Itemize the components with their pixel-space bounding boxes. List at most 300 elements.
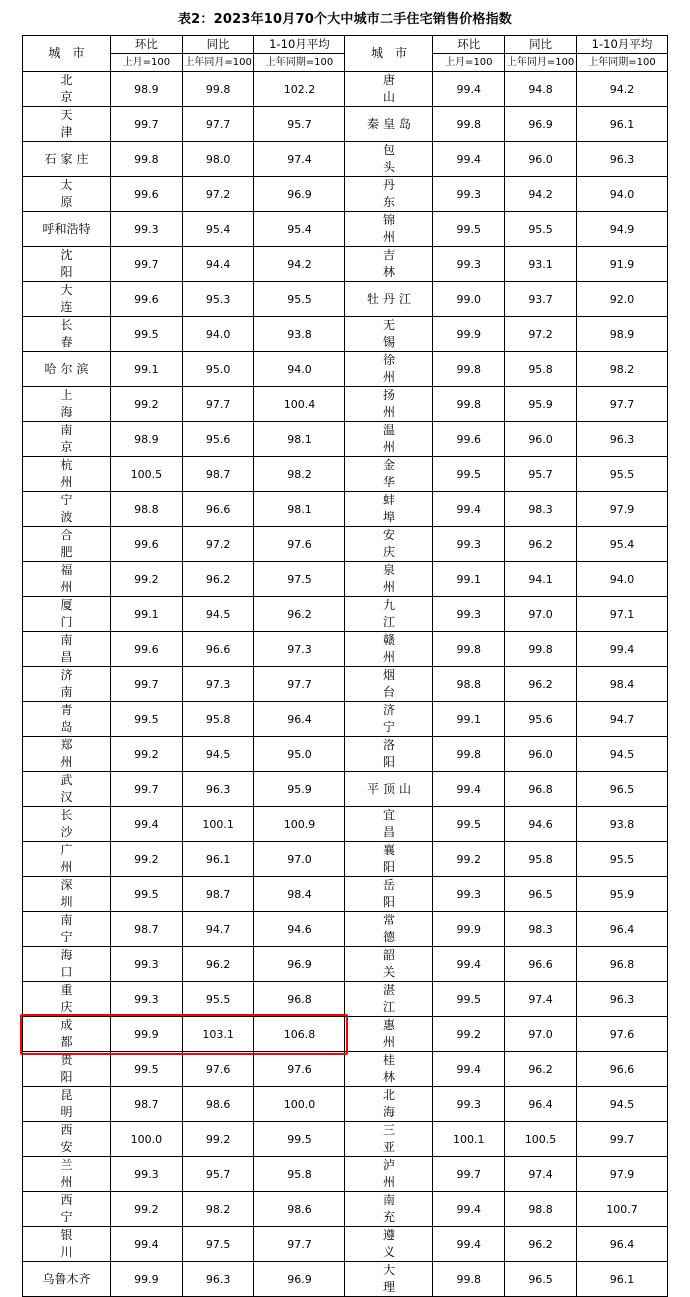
mom-value-cell: 99.5 [433, 807, 505, 842]
city-name-cell [345, 387, 439, 422]
city-name: 乌鲁木齐 [42, 1271, 91, 1286]
mom-value-cell: 99.3 [433, 877, 505, 912]
city-name-cell [345, 737, 439, 772]
avg-value-cell: 96.2 [254, 597, 345, 632]
avg-value-cell: 100.0 [254, 1087, 345, 1122]
mom-value-cell: 99.4 [433, 772, 505, 807]
city-name-cell [23, 492, 117, 527]
avg-value-cell: 96.5 [576, 772, 667, 807]
city-name-cell [345, 1157, 439, 1192]
city-name-cell [23, 597, 117, 632]
city-name: 丹 东 [382, 178, 439, 209]
table-row [23, 667, 668, 702]
mom-value-cell: 99.5 [433, 212, 505, 247]
yoy-value-cell: 93.1 [505, 247, 577, 282]
city-name: 西 安 [60, 1123, 117, 1154]
yoy-value-cell: 96.2 [505, 1052, 577, 1087]
mom-value-cell: 99.6 [110, 282, 182, 317]
avg-value-cell: 97.5 [254, 562, 345, 597]
avg-value-cell: 97.1 [576, 597, 667, 632]
city-name-cell [23, 632, 117, 667]
city-name: 北 海 [382, 1088, 439, 1119]
city-name: 南 充 [382, 1193, 439, 1224]
mom-value-cell: 99.8 [110, 142, 182, 177]
avg-value-cell: 97.6 [254, 527, 345, 562]
city-name-cell [23, 772, 117, 807]
table-row [23, 1087, 668, 1122]
table-row [23, 1017, 668, 1052]
city-name: 温 州 [382, 423, 439, 454]
city-name: 牡丹江 [366, 291, 415, 306]
city-name: 成 都 [60, 1018, 117, 1049]
mom-value-cell: 99.3 [433, 177, 505, 212]
city-name-cell [345, 142, 439, 177]
city-name-cell [345, 667, 439, 702]
city-name: 湛 江 [382, 983, 439, 1014]
avg-value-cell: 96.9 [254, 947, 345, 982]
table-row [23, 142, 668, 177]
avg-value-cell: 96.3 [576, 422, 667, 457]
city-name-cell [345, 282, 433, 317]
city-name: 烟 台 [382, 668, 439, 699]
city-name: 韶 关 [382, 948, 439, 979]
city-name: 济 南 [60, 668, 117, 699]
mom-value-cell: 99.8 [433, 107, 505, 142]
yoy-value-cell: 96.3 [182, 1262, 254, 1297]
mom-value-cell: 99.5 [110, 317, 182, 352]
mom-value-cell: 99.3 [110, 1157, 182, 1192]
page-title: 表2：2023年10月70个大中城市二手住宅销售价格指数 [177, 12, 512, 27]
city-name: 蚌 埠 [382, 493, 439, 524]
mom-value-cell: 99.9 [433, 317, 505, 352]
mom-value-cell: 99.3 [110, 982, 182, 1017]
avg-value-cell: 97.7 [576, 387, 667, 422]
avg-value-cell: 96.3 [576, 982, 667, 1017]
city-name: 赣 州 [382, 633, 439, 664]
header-base-mom-right: 上月=100 [433, 54, 505, 72]
yoy-value-cell: 97.2 [182, 527, 254, 562]
city-name: 遵 义 [382, 1228, 439, 1259]
city-name-cell [23, 317, 117, 352]
table-row [23, 597, 668, 632]
city-name: 唐 山 [382, 73, 439, 104]
mom-value-cell: 99.1 [110, 597, 182, 632]
mom-value-cell: 99.7 [433, 1157, 505, 1192]
yoy-value-cell: 96.3 [182, 772, 254, 807]
mom-value-cell: 98.9 [110, 422, 182, 457]
city-name: 惠 州 [382, 1018, 439, 1049]
city-name-cell [345, 317, 439, 352]
header-group-mom-left: 环比 [110, 36, 182, 54]
city-name: 泉 州 [382, 563, 439, 594]
mom-value-cell: 100.1 [433, 1122, 505, 1157]
avg-value-cell: 95.8 [254, 1157, 345, 1192]
avg-value-cell: 95.4 [576, 527, 667, 562]
avg-value-cell: 96.4 [576, 912, 667, 947]
city-name: 青 岛 [60, 703, 117, 734]
yoy-value-cell: 96.9 [505, 107, 577, 142]
avg-value-cell: 99.7 [576, 1122, 667, 1157]
avg-value-cell: 98.2 [576, 352, 667, 387]
city-name: 宜 昌 [382, 808, 439, 839]
city-name-cell [23, 177, 117, 212]
mom-value-cell: 99.8 [433, 632, 505, 667]
price-index-table [22, 35, 668, 1297]
yoy-value-cell: 94.6 [505, 807, 577, 842]
mom-value-cell: 99.9 [110, 1017, 182, 1052]
avg-value-cell: 95.7 [254, 107, 345, 142]
city-name: 海 口 [60, 948, 117, 979]
yoy-value-cell: 96.1 [182, 842, 254, 877]
mom-value-cell: 99.5 [433, 457, 505, 492]
mom-value-cell: 99.8 [433, 1262, 505, 1297]
city-name-cell [23, 1087, 117, 1122]
table-row [23, 1262, 668, 1297]
city-name: 昆 明 [60, 1088, 117, 1119]
city-name: 沈 阳 [60, 248, 117, 279]
avg-value-cell: 99.5 [254, 1122, 345, 1157]
mom-value-cell: 99.5 [110, 702, 182, 737]
mom-value-cell: 99.7 [110, 667, 182, 702]
yoy-value-cell: 94.5 [182, 597, 254, 632]
mom-value-cell: 99.9 [110, 1262, 182, 1297]
mom-value-cell: 99.5 [110, 877, 182, 912]
yoy-value-cell: 99.8 [182, 72, 254, 107]
avg-value-cell: 95.9 [254, 772, 345, 807]
city-name: 泸 州 [382, 1158, 439, 1189]
yoy-value-cell: 96.5 [505, 1262, 577, 1297]
header-base-yoy-right: 上年同月=100 [505, 54, 577, 72]
avg-value-cell: 97.3 [254, 632, 345, 667]
city-name: 扬 州 [382, 388, 439, 419]
avg-value-cell: 102.2 [254, 72, 345, 107]
mom-value-cell: 99.4 [433, 72, 505, 107]
avg-value-cell: 97.6 [576, 1017, 667, 1052]
mom-value-cell: 99.6 [110, 527, 182, 562]
mom-value-cell: 99.2 [110, 562, 182, 597]
yoy-value-cell: 96.2 [182, 562, 254, 597]
city-name-cell [23, 1017, 117, 1052]
city-name: 厦 门 [60, 598, 117, 629]
table-row [23, 632, 668, 667]
yoy-value-cell: 98.7 [182, 877, 254, 912]
yoy-value-cell: 94.1 [505, 562, 577, 597]
mom-value-cell: 99.2 [110, 1192, 182, 1227]
header-group-yoy-left: 同比 [182, 36, 254, 54]
mom-value-cell: 99.4 [433, 1227, 505, 1262]
avg-value-cell: 94.0 [254, 352, 345, 387]
mom-value-cell: 99.3 [110, 947, 182, 982]
avg-value-cell: 95.5 [576, 457, 667, 492]
yoy-value-cell: 98.2 [182, 1192, 254, 1227]
city-name-cell [23, 737, 117, 772]
mom-value-cell: 99.4 [433, 1192, 505, 1227]
city-name: 桂 林 [382, 1053, 439, 1084]
yoy-value-cell: 95.8 [182, 702, 254, 737]
city-name-cell [23, 282, 117, 317]
yoy-value-cell: 94.2 [505, 177, 577, 212]
table-row [23, 527, 668, 562]
mom-value-cell: 99.7 [110, 772, 182, 807]
city-name: 安 庆 [382, 528, 439, 559]
avg-value-cell: 97.9 [576, 1157, 667, 1192]
table-row [23, 352, 668, 387]
table-row [23, 562, 668, 597]
yoy-value-cell: 95.8 [505, 352, 577, 387]
yoy-value-cell: 99.2 [182, 1122, 254, 1157]
city-name-cell [345, 772, 433, 807]
city-name: 襄 阳 [382, 843, 439, 874]
mom-value-cell: 99.7 [110, 107, 182, 142]
avg-value-cell: 94.2 [254, 247, 345, 282]
yoy-value-cell: 96.5 [505, 877, 577, 912]
avg-value-cell: 93.8 [576, 807, 667, 842]
city-name-cell [23, 107, 117, 142]
mom-value-cell: 99.8 [433, 352, 505, 387]
mom-value-cell: 99.4 [433, 142, 505, 177]
table-row [23, 1122, 668, 1157]
city-name-cell [23, 527, 117, 562]
avg-value-cell: 94.0 [576, 177, 667, 212]
mom-value-cell: 99.7 [110, 247, 182, 282]
city-name-cell [23, 1227, 117, 1262]
table-row [23, 212, 668, 247]
avg-value-cell: 100.4 [254, 387, 345, 422]
mom-value-cell: 99.3 [433, 597, 505, 632]
avg-value-cell: 99.4 [576, 632, 667, 667]
city-name: 大 连 [60, 283, 117, 314]
table-row [23, 457, 668, 492]
avg-value-cell: 100.9 [254, 807, 345, 842]
city-name-cell [23, 982, 117, 1017]
city-name-cell [345, 247, 439, 282]
city-name: 济 宁 [382, 703, 439, 734]
yoy-value-cell: 94.0 [182, 317, 254, 352]
city-name: 包 头 [382, 143, 439, 174]
city-name: 哈尔滨 [44, 361, 93, 376]
avg-value-cell: 97.9 [576, 492, 667, 527]
avg-value-cell: 97.0 [254, 842, 345, 877]
yoy-value-cell: 95.6 [182, 422, 254, 457]
avg-value-cell: 98.4 [254, 877, 345, 912]
city-name: 长 春 [60, 318, 117, 349]
city-name-cell [23, 1157, 117, 1192]
city-name: 南 宁 [60, 913, 117, 944]
city-name-cell [345, 1017, 439, 1052]
avg-value-cell: 97.4 [254, 142, 345, 177]
city-name: 三 亚 [382, 1123, 439, 1154]
yoy-value-cell: 95.5 [505, 212, 577, 247]
avg-value-cell: 94.2 [576, 72, 667, 107]
avg-value-cell: 94.5 [576, 1087, 667, 1122]
table-row [23, 1157, 668, 1192]
header-group-mom-right: 环比 [433, 36, 505, 54]
yoy-value-cell: 96.4 [505, 1087, 577, 1122]
city-name: 兰 州 [60, 1158, 117, 1189]
header-group-avg-right: 1-10月平均 [576, 36, 667, 54]
mom-value-cell: 99.3 [433, 1087, 505, 1122]
avg-value-cell: 97.7 [254, 1227, 345, 1262]
city-name: 武 汉 [60, 773, 117, 804]
header-group-yoy-right: 同比 [505, 36, 577, 54]
city-name: 金 华 [382, 458, 439, 489]
city-name: 岳 阳 [382, 878, 439, 909]
avg-value-cell: 96.4 [576, 1227, 667, 1262]
table-row [23, 702, 668, 737]
yoy-value-cell: 95.5 [182, 982, 254, 1017]
city-name-cell [23, 562, 117, 597]
header-base-yoy-left: 上年同月=100 [182, 54, 254, 72]
mom-value-cell: 98.8 [433, 667, 505, 702]
yoy-value-cell: 96.8 [505, 772, 577, 807]
city-name: 吉 林 [382, 248, 439, 279]
city-name: 西 宁 [60, 1193, 117, 1224]
city-name-cell [23, 702, 117, 737]
yoy-value-cell: 97.2 [505, 317, 577, 352]
city-name: 深 圳 [60, 878, 117, 909]
city-name-cell [23, 1122, 117, 1157]
yoy-value-cell: 95.3 [182, 282, 254, 317]
table-row [23, 1227, 668, 1262]
yoy-value-cell: 95.0 [182, 352, 254, 387]
city-name-cell [345, 1262, 439, 1297]
city-name-cell [23, 212, 111, 247]
yoy-value-cell: 94.5 [182, 737, 254, 772]
city-name-cell [345, 1122, 439, 1157]
mom-value-cell: 99.4 [110, 1227, 182, 1262]
city-name: 九 江 [382, 598, 439, 629]
avg-value-cell: 94.7 [576, 702, 667, 737]
avg-value-cell: 98.2 [254, 457, 345, 492]
mom-value-cell: 99.2 [433, 842, 505, 877]
header-group-avg-left: 1-10月平均 [254, 36, 345, 54]
city-name-cell [23, 912, 117, 947]
city-name-cell [345, 982, 439, 1017]
yoy-value-cell: 97.6 [182, 1052, 254, 1087]
mom-value-cell: 99.1 [433, 702, 505, 737]
mom-value-cell: 99.9 [433, 912, 505, 947]
city-name: 福 州 [60, 563, 117, 594]
yoy-value-cell: 97.7 [182, 387, 254, 422]
avg-value-cell: 96.9 [254, 1262, 345, 1297]
avg-value-cell: 96.1 [576, 107, 667, 142]
city-name: 郑 州 [60, 738, 117, 769]
yoy-value-cell: 98.7 [182, 457, 254, 492]
yoy-value-cell: 96.2 [505, 1227, 577, 1262]
yoy-value-cell: 97.2 [182, 177, 254, 212]
yoy-value-cell: 98.6 [182, 1087, 254, 1122]
city-name-cell [23, 1192, 117, 1227]
avg-value-cell: 96.9 [254, 177, 345, 212]
city-name: 太 原 [60, 178, 117, 209]
city-name: 石家庄 [44, 151, 93, 166]
avg-value-cell: 96.6 [576, 1052, 667, 1087]
city-name: 银 川 [60, 1228, 117, 1259]
table-row [23, 982, 668, 1017]
mom-value-cell: 99.8 [433, 737, 505, 772]
yoy-value-cell: 97.3 [182, 667, 254, 702]
avg-value-cell: 96.8 [576, 947, 667, 982]
yoy-value-cell: 95.4 [182, 212, 254, 247]
table-row [23, 842, 668, 877]
mom-value-cell: 98.8 [110, 492, 182, 527]
city-name-cell [23, 457, 117, 492]
yoy-value-cell: 96.2 [505, 667, 577, 702]
city-name: 长 沙 [60, 808, 117, 839]
city-name-cell [345, 527, 439, 562]
city-name-cell [23, 877, 117, 912]
yoy-value-cell: 96.6 [182, 492, 254, 527]
avg-value-cell: 96.4 [254, 702, 345, 737]
avg-value-cell: 96.3 [576, 142, 667, 177]
yoy-value-cell: 98.3 [505, 492, 577, 527]
city-name-cell [23, 807, 117, 842]
mom-value-cell: 98.7 [110, 912, 182, 947]
city-name-cell [23, 842, 117, 877]
avg-value-cell: 98.6 [254, 1192, 345, 1227]
city-name: 宁 波 [60, 493, 117, 524]
city-name-cell [345, 842, 439, 877]
city-name: 重 庆 [60, 983, 117, 1014]
yoy-value-cell: 99.8 [505, 632, 577, 667]
header-base-avg-right: 上年同期=100 [576, 54, 667, 72]
avg-value-cell: 91.9 [576, 247, 667, 282]
table-row [23, 282, 668, 317]
avg-value-cell: 97.7 [254, 667, 345, 702]
avg-value-cell: 94.9 [576, 212, 667, 247]
yoy-value-cell: 100.5 [505, 1122, 577, 1157]
table-header-row-1 [23, 36, 668, 54]
city-name: 秦皇岛 [366, 116, 415, 131]
avg-value-cell: 93.8 [254, 317, 345, 352]
yoy-value-cell: 97.5 [182, 1227, 254, 1262]
header-city-left: 城 市 [23, 36, 111, 72]
yoy-value-cell: 94.4 [182, 247, 254, 282]
yoy-value-cell: 94.8 [505, 72, 577, 107]
city-name-cell [23, 352, 111, 387]
city-name: 锦 州 [382, 213, 439, 244]
yoy-value-cell: 94.7 [182, 912, 254, 947]
mom-value-cell: 99.4 [433, 1052, 505, 1087]
city-name-cell [345, 107, 433, 142]
yoy-value-cell: 96.2 [505, 527, 577, 562]
avg-value-cell: 95.5 [254, 282, 345, 317]
city-name-cell [345, 702, 439, 737]
city-name-cell [23, 422, 117, 457]
mom-value-cell: 99.2 [110, 387, 182, 422]
city-name: 广 州 [60, 843, 117, 874]
city-name: 无 锡 [382, 318, 439, 349]
yoy-value-cell: 96.2 [182, 947, 254, 982]
yoy-value-cell: 98.0 [182, 142, 254, 177]
city-name: 杭 州 [60, 458, 117, 489]
table-row [23, 107, 668, 142]
yoy-value-cell: 98.8 [505, 1192, 577, 1227]
avg-value-cell: 106.8 [254, 1017, 345, 1052]
city-name: 天 津 [60, 108, 117, 139]
mom-value-cell: 100.5 [110, 457, 182, 492]
city-name-cell [345, 877, 439, 912]
city-name-cell [345, 1052, 439, 1087]
avg-value-cell: 98.1 [254, 492, 345, 527]
mom-value-cell: 99.4 [110, 807, 182, 842]
city-name-cell [345, 1192, 439, 1227]
table-row [23, 72, 668, 107]
city-name: 大 理 [382, 1263, 439, 1294]
table-row [23, 737, 668, 772]
city-name: 洛 阳 [382, 738, 439, 769]
avg-value-cell: 94.0 [576, 562, 667, 597]
